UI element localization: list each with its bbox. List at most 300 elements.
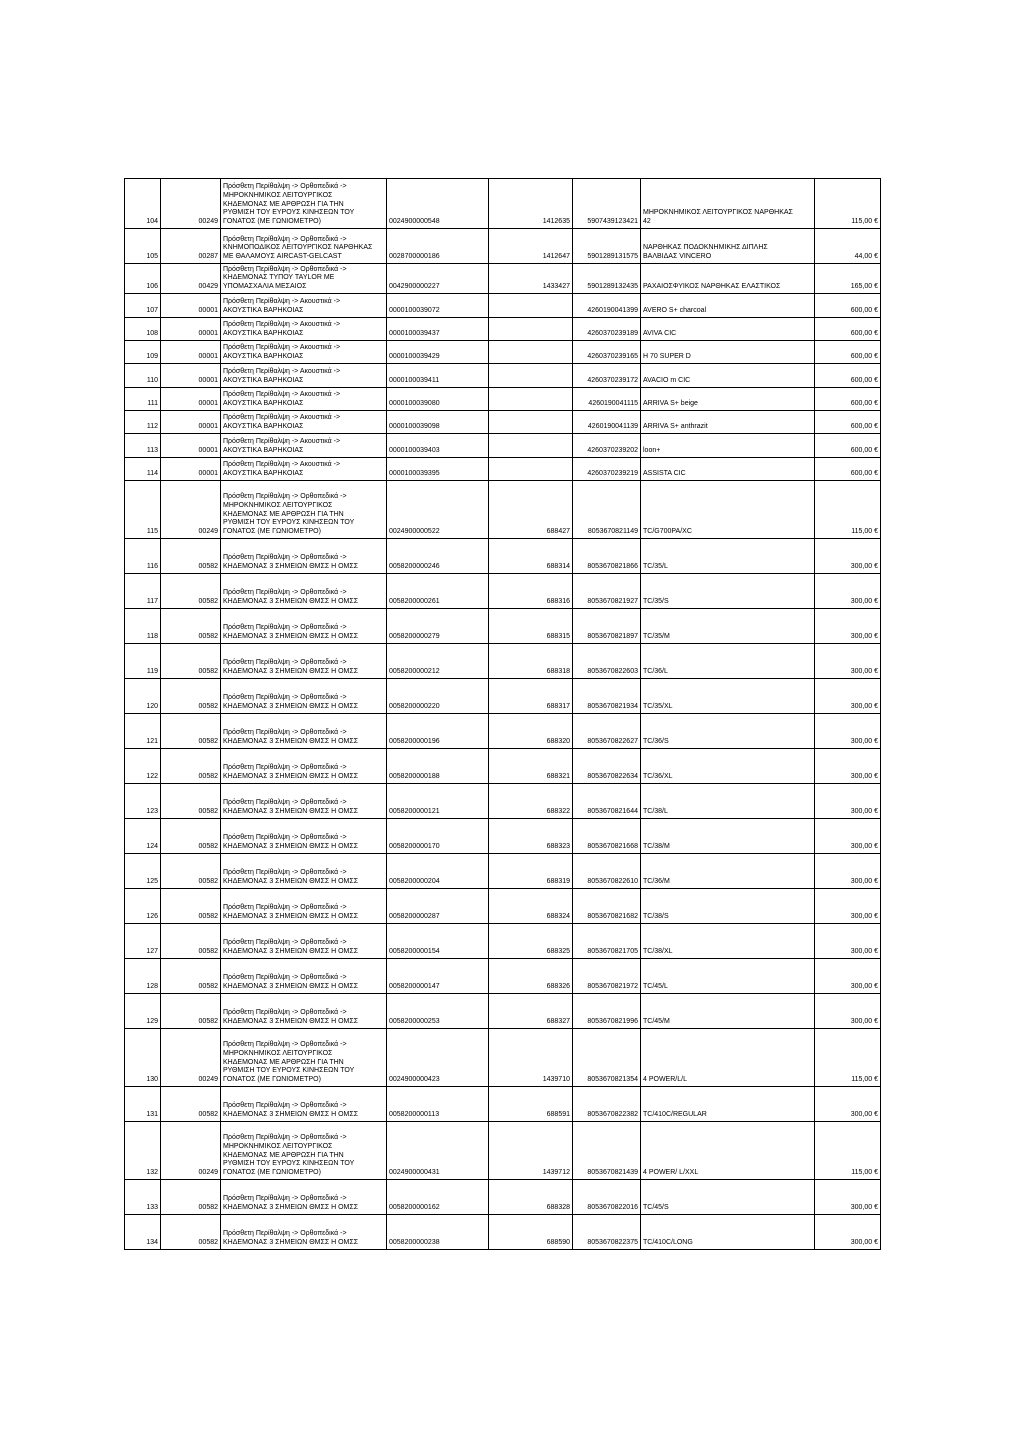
price-cell: 300,00 € — [815, 574, 881, 609]
category-code-cell: 00582 — [161, 784, 221, 819]
reference-code-cell: 0024900000522 — [387, 481, 489, 539]
barcode-cell: 5901289132435 — [573, 264, 641, 294]
table-row — [125, 749, 881, 784]
description-line: ΚΗΔΕΜΟΝΑΣ 3 ΣΗΜΕΙΩΝ ΘΜΣΣ Η ΟΜΣΣ — [223, 948, 359, 956]
product-name-line: TC/36/M — [643, 878, 670, 886]
row-number-cell: 115 — [125, 481, 161, 539]
barcode-cell: 8053670822610 — [573, 854, 641, 889]
reference-code-cell: 0000100039403 — [387, 434, 489, 458]
description-line: ΥΠΟΜΑΣΧΑΛΙΑ ΜΕΣΑΙΟΣ — [223, 283, 307, 291]
description-line: ΓΟΝΑΤΟΣ (ΜΕ ΓΩΝΙΟΜΕΤΡΟ) — [223, 1169, 321, 1177]
barcode-cell: 4260190041139 — [573, 411, 641, 434]
description-cell — [221, 749, 387, 784]
row-number-cell: 118 — [125, 609, 161, 644]
reference-code-cell: 0058200000121 — [387, 784, 489, 819]
row-number-cell: 117 — [125, 574, 161, 609]
price-cell: 115,00 € — [815, 179, 881, 229]
description-cell — [221, 819, 387, 854]
product-table — [124, 178, 881, 1250]
product-name-cell — [641, 994, 815, 1029]
table-row — [125, 1180, 881, 1215]
category-code-cell: 00582 — [161, 749, 221, 784]
item-id-cell — [489, 318, 573, 341]
reference-code-cell: 0024900000431 — [387, 1122, 489, 1180]
category-code-cell: 00582 — [161, 1180, 221, 1215]
product-name-line: AVIVA CIC — [643, 330, 677, 338]
description-line: ΜΕ ΘΑΛΑΜΟΥΣ AIRCAST-GELCAST — [223, 253, 342, 261]
price-cell: 600,00 € — [815, 341, 881, 364]
product-name-cell — [641, 784, 815, 819]
reference-code-cell: 0058200000220 — [387, 679, 489, 714]
product-name-cell — [641, 364, 815, 388]
barcode-cell: 4260370239219 — [573, 458, 641, 481]
product-name-cell — [641, 574, 815, 609]
table-row — [125, 714, 881, 749]
description-line: Πρόσθετη Περίθαλψη -> Ακουστικά -> — [223, 461, 341, 469]
product-name-cell — [641, 1122, 815, 1180]
description-line: Πρόσθετη Περίθαλψη -> Ορθοπεδικά -> — [223, 939, 347, 947]
category-code-cell: 00582 — [161, 924, 221, 959]
barcode-cell: 8053670821682 — [573, 889, 641, 924]
price-cell: 300,00 € — [815, 644, 881, 679]
description-line: ΚΗΔΕΜΟΝΑΣ 3 ΣΗΜΕΙΩΝ ΘΜΣΣ Η ΟΜΣΣ — [223, 1111, 359, 1119]
description-cell — [221, 539, 387, 574]
category-code-cell: 00582 — [161, 1087, 221, 1122]
row-number-cell: 133 — [125, 1180, 161, 1215]
row-number-cell: 124 — [125, 819, 161, 854]
description-line: ΡΥΘΜΙΣΗ ΤΟΥ ΕΥΡΟΥΣ ΚΙΝΗΣΕΩΝ ΤΟΥ — [223, 519, 355, 527]
barcode-cell: 8053670821149 — [573, 481, 641, 539]
item-id-cell: 1439712 — [489, 1122, 573, 1180]
barcode-cell: 8053670821668 — [573, 819, 641, 854]
product-name-line: ASSISTA CIC — [643, 470, 686, 478]
product-name-cell — [641, 714, 815, 749]
item-id-cell: 688316 — [489, 574, 573, 609]
table-row — [125, 434, 881, 458]
barcode-cell: 8053670822603 — [573, 644, 641, 679]
description-line: ΓΟΝΑΤΟΣ (ΜΕ ΓΩΝΙΟΜΕΤΡΟ) — [223, 1076, 321, 1084]
product-name-line: TC/35/L — [643, 563, 668, 571]
product-name-line: TC/36/XL — [643, 773, 673, 781]
category-code-cell: 00582 — [161, 959, 221, 994]
table-row — [125, 318, 881, 341]
row-number-cell: 110 — [125, 364, 161, 388]
item-id-cell: 688325 — [489, 924, 573, 959]
barcode-cell: 5901289131575 — [573, 229, 641, 264]
product-name-line: TC/38/L — [643, 808, 668, 816]
description-cell — [221, 411, 387, 434]
product-name-line: H 70 SUPER D — [643, 353, 691, 361]
table-row — [125, 458, 881, 481]
price-cell: 600,00 € — [815, 294, 881, 318]
description-cell — [221, 458, 387, 481]
description-cell — [221, 1029, 387, 1087]
category-code-cell: 00582 — [161, 679, 221, 714]
price-cell: 600,00 € — [815, 434, 881, 458]
product-name-line: TC/410C/LONG — [643, 1239, 693, 1247]
item-id-cell — [489, 294, 573, 318]
description-cell — [221, 924, 387, 959]
price-cell: 44,00 € — [815, 229, 881, 264]
item-id-cell — [489, 434, 573, 458]
category-code-cell: 00001 — [161, 458, 221, 481]
description-line: Πρόσθετη Περίθαλψη -> Ακουστικά -> — [223, 414, 341, 422]
barcode-cell: 8053670821866 — [573, 539, 641, 574]
row-number-cell: 130 — [125, 1029, 161, 1087]
description-line: Πρόσθετη Περίθαλψη -> Ορθοπεδικά -> — [223, 974, 347, 982]
description-line: Πρόσθετη Περίθαλψη -> Ορθοπεδικά -> — [223, 554, 347, 562]
description-line: Πρόσθετη Περίθαλψη -> Ορθοπεδικά -> — [223, 624, 347, 632]
table-row — [125, 539, 881, 574]
row-number-cell: 125 — [125, 854, 161, 889]
price-cell: 300,00 € — [815, 889, 881, 924]
product-name-cell — [641, 539, 815, 574]
description-cell — [221, 1180, 387, 1215]
category-code-cell: 00582 — [161, 574, 221, 609]
row-number-cell: 107 — [125, 294, 161, 318]
category-code-cell: 00582 — [161, 889, 221, 924]
description-line: ΑΚΟΥΣΤΙΚΑ ΒΑΡΗΚΟΙΑΣ — [223, 353, 304, 361]
price-cell: 115,00 € — [815, 1122, 881, 1180]
category-code-cell: 00001 — [161, 411, 221, 434]
barcode-cell: 8053670821644 — [573, 784, 641, 819]
category-code-cell: 00001 — [161, 434, 221, 458]
item-id-cell: 688322 — [489, 784, 573, 819]
price-cell: 600,00 € — [815, 364, 881, 388]
barcode-cell: 8053670822016 — [573, 1180, 641, 1215]
reference-code-cell: 0058200000188 — [387, 749, 489, 784]
row-number-cell: 129 — [125, 994, 161, 1029]
description-line: Πρόσθετη Περίθαλψη -> Ορθοπεδικά -> — [223, 1230, 347, 1238]
product-name-line: AVACIO m CIC — [643, 377, 691, 385]
product-name-line: TC/36/L — [643, 668, 668, 676]
reference-code-cell: 0058200000196 — [387, 714, 489, 749]
item-id-cell: 1433427 — [489, 264, 573, 294]
barcode-cell: 8053670822627 — [573, 714, 641, 749]
reference-code-cell: 0024900000423 — [387, 1029, 489, 1087]
description-line: ΚΗΔΕΜΟΝΑΣ 3 ΣΗΜΕΙΩΝ ΘΜΣΣ Η ΟΜΣΣ — [223, 633, 359, 641]
category-code-cell: 00001 — [161, 341, 221, 364]
description-line: Πρόσθετη Περίθαλψη -> Ορθοπεδικά -> — [223, 659, 347, 667]
barcode-cell: 8053670821972 — [573, 959, 641, 994]
category-code-cell: 00582 — [161, 1215, 221, 1250]
barcode-cell: 8053670822634 — [573, 749, 641, 784]
row-number-cell: 106 — [125, 264, 161, 294]
table-row — [125, 1215, 881, 1250]
row-number-cell: 112 — [125, 411, 161, 434]
table-row — [125, 994, 881, 1029]
description-line: ΜΗΡΟΚΝΗΜΙΚΟΣ ΛΕΙΤΟΥΡΓΙΚΟΣ — [223, 501, 333, 509]
row-number-cell: 114 — [125, 458, 161, 481]
table-row — [125, 264, 881, 294]
description-line: Πρόσθετη Περίθαλψη -> Ορθοπεδικά -> — [223, 764, 347, 772]
table-row — [125, 574, 881, 609]
description-line: ΑΚΟΥΣΤΙΚΑ ΒΑΡΗΚΟΙΑΣ — [223, 423, 304, 431]
barcode-cell: 4260370239172 — [573, 364, 641, 388]
category-code-cell: 00249 — [161, 481, 221, 539]
product-name-line: 42 — [643, 218, 651, 226]
item-id-cell: 688315 — [489, 609, 573, 644]
description-line: Πρόσθετη Περίθαλψη -> Ορθοπεδικά -> — [223, 729, 347, 737]
reference-code-cell: 0058200000154 — [387, 924, 489, 959]
description-line: Πρόσθετη Περίθαλψη -> Ακουστικά -> — [223, 391, 341, 399]
description-cell — [221, 364, 387, 388]
reference-code-cell: 0058200000287 — [387, 889, 489, 924]
reference-code-cell: 0058200000212 — [387, 644, 489, 679]
product-name-cell — [641, 1180, 815, 1215]
description-cell — [221, 318, 387, 341]
product-name-line: ARRIVA S+ beige — [643, 400, 698, 408]
price-cell: 115,00 € — [815, 481, 881, 539]
description-line: ΚΗΔΕΜΟΝΑΣ 3 ΣΗΜΕΙΩΝ ΘΜΣΣ Η ΟΜΣΣ — [223, 983, 359, 991]
description-cell — [221, 481, 387, 539]
table-row — [125, 609, 881, 644]
description-line: ΑΚΟΥΣΤΙΚΑ ΒΑΡΗΚΟΙΑΣ — [223, 470, 304, 478]
reference-code-cell: 0000100039437 — [387, 318, 489, 341]
product-name-line: TC/36/S — [643, 738, 669, 746]
description-line: ΑΚΟΥΣΤΙΚΑ ΒΑΡΗΚΟΙΑΣ — [223, 307, 304, 315]
table-row — [125, 229, 881, 264]
item-id-cell: 688323 — [489, 819, 573, 854]
description-line: Πρόσθετη Περίθαλψη -> Ορθοπεδικά -> — [223, 1134, 347, 1142]
row-number-cell: 109 — [125, 341, 161, 364]
description-line: ΚΗΔΕΜΟΝΑΣ 3 ΣΗΜΕΙΩΝ ΘΜΣΣ Η ΟΜΣΣ — [223, 773, 359, 781]
row-number-cell: 121 — [125, 714, 161, 749]
price-cell: 300,00 € — [815, 1180, 881, 1215]
description-cell — [221, 679, 387, 714]
description-line: Πρόσθετη Περίθαλψη -> Ορθοπεδικά -> — [223, 1195, 347, 1203]
row-number-cell: 134 — [125, 1215, 161, 1250]
description-cell — [221, 264, 387, 294]
product-name-cell — [641, 264, 815, 294]
price-cell: 300,00 € — [815, 854, 881, 889]
price-cell: 300,00 € — [815, 924, 881, 959]
product-name-cell — [641, 458, 815, 481]
description-line: Πρόσθετη Περίθαλψη -> Ακουστικά -> — [223, 344, 341, 352]
reference-code-cell: 0058200000238 — [387, 1215, 489, 1250]
description-line: Πρόσθετη Περίθαλψη -> Ακουστικά -> — [223, 298, 341, 306]
reference-code-cell: 0058200000170 — [387, 819, 489, 854]
row-number-cell: 123 — [125, 784, 161, 819]
description-line: ΡΥΘΜΙΣΗ ΤΟΥ ΕΥΡΟΥΣ ΚΙΝΗΣΕΩΝ ΤΟΥ — [223, 1160, 355, 1168]
category-code-cell: 00001 — [161, 364, 221, 388]
description-cell — [221, 994, 387, 1029]
row-number-cell: 126 — [125, 889, 161, 924]
product-name-line: TC/45/L — [643, 983, 668, 991]
barcode-cell: 8053670822382 — [573, 1087, 641, 1122]
reference-code-cell: 0000100039080 — [387, 388, 489, 411]
description-line: Πρόσθετη Περίθαλψη -> Ορθοπεδικά -> — [223, 1102, 347, 1110]
description-line: ΡΥΘΜΙΣΗ ΤΟΥ ΕΥΡΟΥΣ ΚΙΝΗΣΕΩΝ ΤΟΥ — [223, 209, 355, 217]
description-line: ΜΗΡΟΚΝΗΜΙΚΟΣ ΛΕΙΤΟΥΡΓΙΚΟΣ — [223, 1049, 333, 1057]
table-row — [125, 341, 881, 364]
price-cell: 300,00 € — [815, 994, 881, 1029]
reference-code-cell: 0000100039072 — [387, 294, 489, 318]
description-cell — [221, 1087, 387, 1122]
description-line: ΚΗΔΕΜΟΝΑΣ 3 ΣΗΜΕΙΩΝ ΘΜΣΣ Η ΟΜΣΣ — [223, 843, 359, 851]
description-line: Πρόσθετη Περίθαλψη -> Ορθοπεδικά -> — [223, 834, 347, 842]
description-line: ΚΗΔΕΜΟΝΑΣ 3 ΣΗΜΕΙΩΝ ΘΜΣΣ Η ΟΜΣΣ — [223, 1018, 359, 1026]
barcode-cell: 4260370239202 — [573, 434, 641, 458]
category-code-cell: 00582 — [161, 714, 221, 749]
item-id-cell: 688427 — [489, 481, 573, 539]
item-id-cell: 688590 — [489, 1215, 573, 1250]
barcode-cell: 8053670821934 — [573, 679, 641, 714]
table-row — [125, 364, 881, 388]
product-name-line: TC/45/M — [643, 1018, 670, 1026]
product-name-line: TC/38/M — [643, 843, 670, 851]
description-line: Πρόσθετη Περίθαλψη -> Ορθοπεδικά -> — [223, 869, 347, 877]
item-id-cell — [489, 458, 573, 481]
description-line: Πρόσθετη Περίθαλψη -> Ορθοπεδικά -> — [223, 493, 347, 501]
description-cell — [221, 294, 387, 318]
product-name-cell — [641, 1215, 815, 1250]
description-cell — [221, 1122, 387, 1180]
product-name-cell — [641, 388, 815, 411]
table-row — [125, 1087, 881, 1122]
description-line: ΑΚΟΥΣΤΙΚΑ ΒΑΡΗΚΟΙΑΣ — [223, 447, 304, 455]
table-row — [125, 819, 881, 854]
reference-code-cell: 0058200000162 — [387, 1180, 489, 1215]
description-line: Πρόσθετη Περίθαλψη -> Ορθοπεδικά -> — [223, 589, 347, 597]
barcode-cell: 5907439123421 — [573, 179, 641, 229]
product-name-line: 4 POWER/ L/XXL — [643, 1169, 699, 1177]
item-id-cell: 1439710 — [489, 1029, 573, 1087]
product-name-cell — [641, 179, 815, 229]
row-number-cell: 132 — [125, 1122, 161, 1180]
category-code-cell: 00429 — [161, 264, 221, 294]
price-cell: 600,00 € — [815, 318, 881, 341]
reference-code-cell: 0058200000253 — [387, 994, 489, 1029]
product-name-line: TC/38/XL — [643, 948, 673, 956]
product-name-cell — [641, 609, 815, 644]
reference-code-cell: 0000100039429 — [387, 341, 489, 364]
product-name-line: TC/35/XL — [643, 703, 673, 711]
barcode-cell: 8053670822375 — [573, 1215, 641, 1250]
price-cell: 300,00 € — [815, 819, 881, 854]
reference-code-cell: 0028700000186 — [387, 229, 489, 264]
description-line: Πρόσθετη Περίθαλψη -> Ορθοπεδικά -> — [223, 904, 347, 912]
description-cell — [221, 574, 387, 609]
description-line: ΚΗΔΕΜΟΝΑΣ 3 ΣΗΜΕΙΩΝ ΘΜΣΣ Η ΟΜΣΣ — [223, 1239, 359, 1247]
category-code-cell: 00001 — [161, 294, 221, 318]
reference-code-cell: 0024900000548 — [387, 179, 489, 229]
product-name-line: 4 POWER/L/L — [643, 1076, 687, 1084]
description-line: ΑΚΟΥΣΤΙΚΑ ΒΑΡΗΚΟΙΑΣ — [223, 330, 304, 338]
price-cell: 600,00 € — [815, 388, 881, 411]
product-name-cell — [641, 889, 815, 924]
product-name-line: TC/45/S — [643, 1204, 669, 1212]
category-code-cell: 00582 — [161, 819, 221, 854]
product-name-line: AVERO S+ charcoal — [643, 307, 707, 315]
table-row — [125, 854, 881, 889]
description-line: Πρόσθετη Περίθαλψη -> Ακουστικά -> — [223, 368, 341, 376]
description-line: ΚΗΔΕΜΟΝΑΣ 3 ΣΗΜΕΙΩΝ ΘΜΣΣ Η ΟΜΣΣ — [223, 668, 359, 676]
reference-code-cell: 0000100039411 — [387, 364, 489, 388]
item-id-cell: 688326 — [489, 959, 573, 994]
category-code-cell: 00249 — [161, 179, 221, 229]
item-id-cell: 688318 — [489, 644, 573, 679]
price-cell: 300,00 € — [815, 1087, 881, 1122]
price-cell: 300,00 € — [815, 679, 881, 714]
description-line: ΑΚΟΥΣΤΙΚΑ ΒΑΡΗΚΟΙΑΣ — [223, 377, 304, 385]
reference-code-cell: 0058200000279 — [387, 609, 489, 644]
product-name-cell — [641, 229, 815, 264]
table-row — [125, 294, 881, 318]
description-line: ΚΗΔΕΜΟΝΑΣ ΜΕ ΑΡΘΡΩΣΗ ΓΙΑ ΤΗΝ — [223, 1151, 344, 1159]
description-cell — [221, 434, 387, 458]
description-line: Πρόσθετη Περίθαλψη -> Ορθοπεδικά -> — [223, 799, 347, 807]
product-name-cell — [641, 924, 815, 959]
product-name-line: loon+ — [643, 447, 661, 455]
category-code-cell: 00582 — [161, 539, 221, 574]
item-id-cell: 688319 — [489, 854, 573, 889]
reference-code-cell: 0000100039395 — [387, 458, 489, 481]
description-cell — [221, 959, 387, 994]
price-cell: 300,00 € — [815, 714, 881, 749]
barcode-cell: 8053670821897 — [573, 609, 641, 644]
description-cell — [221, 784, 387, 819]
table-row — [125, 644, 881, 679]
barcode-cell: 4260190041115 — [573, 388, 641, 411]
item-id-cell: 1412635 — [489, 179, 573, 229]
description-line: ΓΟΝΑΤΟΣ (ΜΕ ΓΩΝΙΟΜΕΤΡΟ) — [223, 218, 321, 226]
description-cell — [221, 388, 387, 411]
reference-code-cell: 0058200000246 — [387, 539, 489, 574]
product-name-line: ΡΑΧΑΙΟΣΦΥΙΚΟΣ ΝΑΡΘΗΚΑΣ ΕΛΑΣΤΙΚΟΣ — [643, 283, 781, 291]
description-line: ΓΟΝΑΤΟΣ (ΜΕ ΓΩΝΙΟΜΕΤΡΟ) — [223, 528, 321, 536]
product-name-cell — [641, 411, 815, 434]
barcode-cell: 4260370239189 — [573, 318, 641, 341]
product-name-cell — [641, 819, 815, 854]
description-line: Πρόσθετη Περίθαλψη -> Ορθοπεδικά -> — [223, 1041, 347, 1049]
barcode-cell: 4260370239165 — [573, 341, 641, 364]
description-line: ΚΗΔΕΜΟΝΑΣ 3 ΣΗΜΕΙΩΝ ΘΜΣΣ Η ΟΜΣΣ — [223, 913, 359, 921]
description-line: ΚΗΔΕΜΟΝΑΣ 3 ΣΗΜΕΙΩΝ ΘΜΣΣ Η ΟΜΣΣ — [223, 1204, 359, 1212]
barcode-cell: 8053670821439 — [573, 1122, 641, 1180]
product-name-line: ΒΑΛΒΙΔΑΣ VINCERO — [643, 253, 712, 261]
description-line: ΚΗΔΕΜΟΝΑΣ ΜΕ ΑΡΘΡΩΣΗ ΓΙΑ ΤΗΝ — [223, 200, 344, 208]
price-cell: 165,00 € — [815, 264, 881, 294]
description-line: ΜΗΡΟΚΝΗΜΙΚΟΣ ΛΕΙΤΟΥΡΓΙΚΟΣ — [223, 191, 333, 199]
product-name-cell — [641, 679, 815, 714]
description-line: ΚΗΔΕΜΟΝΑΣ 3 ΣΗΜΕΙΩΝ ΘΜΣΣ Η ΟΜΣΣ — [223, 563, 359, 571]
product-name-line: TC/G700PA/XC — [643, 528, 692, 536]
product-name-line: ΜΗΡΟΚΝΗΜΙΚΟΣ ΛΕΙΤΟΥΡΓΙΚΟΣ ΝΑΡΘΗΚΑΣ — [643, 209, 793, 217]
price-cell: 600,00 € — [815, 411, 881, 434]
table-row — [125, 481, 881, 539]
item-id-cell: 688314 — [489, 539, 573, 574]
row-number-cell: 122 — [125, 749, 161, 784]
description-line: ΚΗΔΕΜΟΝΑΣ ΜΕ ΑΡΘΡΩΣΗ ΓΙΑ ΤΗΝ — [223, 510, 344, 518]
category-code-cell: 00001 — [161, 318, 221, 341]
item-id-cell: 688324 — [489, 889, 573, 924]
row-number-cell: 120 — [125, 679, 161, 714]
product-name-cell — [641, 959, 815, 994]
item-id-cell — [489, 411, 573, 434]
item-id-cell: 688591 — [489, 1087, 573, 1122]
reference-code-cell: 0058200000113 — [387, 1087, 489, 1122]
category-code-cell: 00287 — [161, 229, 221, 264]
description-cell — [221, 644, 387, 679]
product-name-cell — [641, 749, 815, 784]
barcode-cell: 4260190041399 — [573, 294, 641, 318]
description-cell — [221, 229, 387, 264]
description-line: ΚΗΔΕΜΟΝΑΣ 3 ΣΗΜΕΙΩΝ ΘΜΣΣ Η ΟΜΣΣ — [223, 878, 359, 886]
description-cell — [221, 854, 387, 889]
barcode-cell: 8053670821927 — [573, 574, 641, 609]
reference-code-cell: 0058200000147 — [387, 959, 489, 994]
